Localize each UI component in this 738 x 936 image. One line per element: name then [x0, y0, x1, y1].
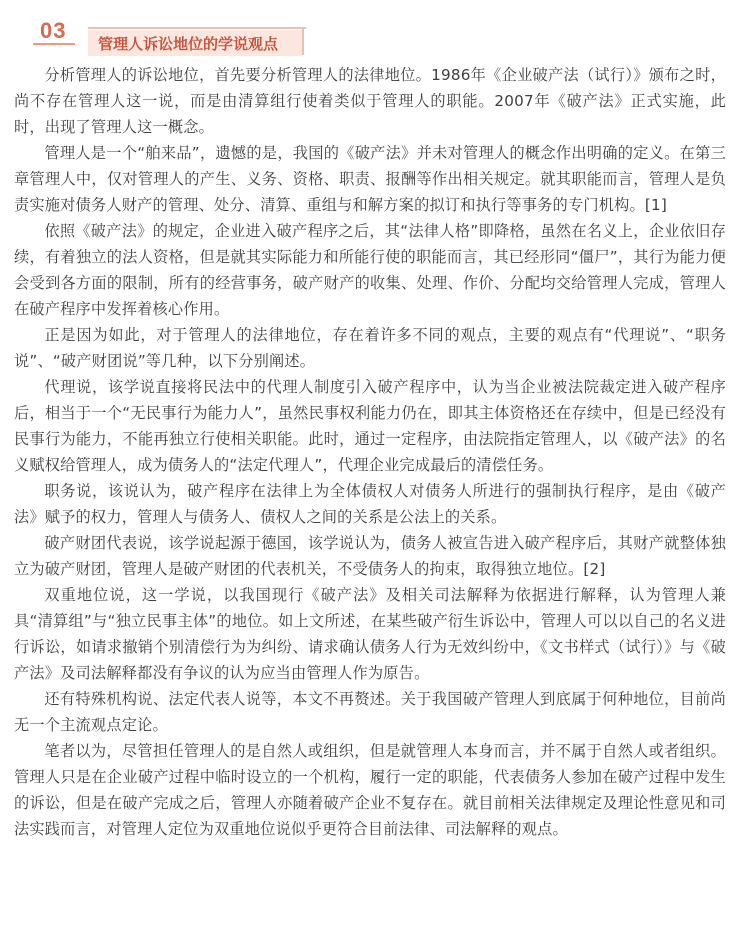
- section-number-underline: [33, 43, 75, 45]
- paragraph: 破产财团代表说，该学说起源于德国，该学说认为，债务人被宣告进入破产程序后，其财产就整体独立为破产财团，管理人是破产财团的代表机关，不受债务人的拘束，取得独立地位。[2]: [14, 534, 726, 578]
- article-body: [14, 62, 726, 842]
- section-number: 03: [40, 18, 67, 43]
- paragraph: 代理说，该学说直接将民法中的代理人制度引入破产程序中，认为当企业被法院裁定进入破产程序后，相当于一个“无民事行为能力人”，虽然民事权利能力仍在，即其主体资格还在存续中，但是已经没有民事行为能力，不能再独立行使相关职能。此时，通过一定程序，由法院指定管理人，以《破产法》的名义赋权给管理人，成为债务人的“法定代理人”，代理企业完成最后的清偿任务。: [14, 378, 726, 474]
- paragraph: 双重地位说，这一学说，以我国现行《破产法》及相关司法解释为依据进行解释，认为管理人兼具“清算组”与“独立民事主体”的地位。如上文所述，在某些破产衍生诉讼中，管理人可以以自己的名义进行诉讼，如请求撤销个别清偿行为为纠纷、请求确认债务人行为无效纠纷中，《文书样式（试行）》与《破产法》及司法解释都没有争议的认为应当由管理人作为原告。: [14, 586, 726, 682]
- paragraph: 正是因为如此，对于管理人的法律地位，存在着许多不同的观点，主要的观点有“代理说”、“职务说”、“破产财团说”等几种，以下分别阐述。: [14, 326, 726, 370]
- paragraph: 笔者以为，尽管担任管理人的是自然人或组织，但是就管理人本身而言，并不属于自然人或者组织。管理人只是在企业破产过程中临时设立的一个机构，履行一定的职能，代表债务人参加在破产过程中发生的诉讼，但是在破产完成之后，管理人亦随着破产企业不复存在。就目前相关法律规定及理论性意见和司法实践而言，对管理人定位为双重地位说似乎更符合目前法律、司法解释的观点。: [14, 742, 726, 838]
- paragraph: 管理人是一个“舶来品”，遗憾的是，我国的《破产法》并未对管理人的概念作出明确的定义。在第三章管理人中，仅对管理人的产生、义务、资格、职责、报酬等作出相关规定。就其职能而言，管理人是负责实施对债务人财产的管理、处分、清算、重组与和解方案的拟订和执行等事务的专门机构。[1]: [14, 144, 726, 214]
- paragraph: 还有特殊机构说、法定代表人说等，本文不再赘述。关于我国破产管理人到底属于何种地位，目前尚无一个主流观点定论。: [14, 690, 726, 734]
- title-side-rule: [302, 27, 304, 55]
- section-header: [0, 0, 738, 62]
- paragraph: 依照《破产法》的规定，企业进入破产程序之后，其“法律人格”即降格，虽然在名义上，企业依旧存续，有着独立的法人资格，但是就其实际能力和所能行使的职能而言，其已经形同“僵尸”，其行为能力便会受到各方面的限制，所有的经营事务，破产财产的收集、处理、作价、分配均交给管理人完成，管理人在破产程序中发挥着核心作用。: [14, 222, 726, 318]
- title-top-rule: [88, 27, 306, 29]
- section-title: 管理人诉讼地位的学说观点: [98, 35, 279, 53]
- paragraph: 分析管理人的诉讼地位，首先要分析管理人的法律地位。1986年《企业破产法（试行）》颁布之时，尚不存在管理人这一说，而是由清算组行使着类似于管理人的职能。2007年《破产法》正式实施，此时，出现了管理人这一概念。: [14, 66, 726, 136]
- paragraph: 职务说，该说认为，破产程序在法律上为全体债权人对债务人所进行的强制执行程序，是由《破产法》赋予的权力，管理人与债务人、债权人之间的关系是公法上的关系。: [14, 482, 726, 526]
